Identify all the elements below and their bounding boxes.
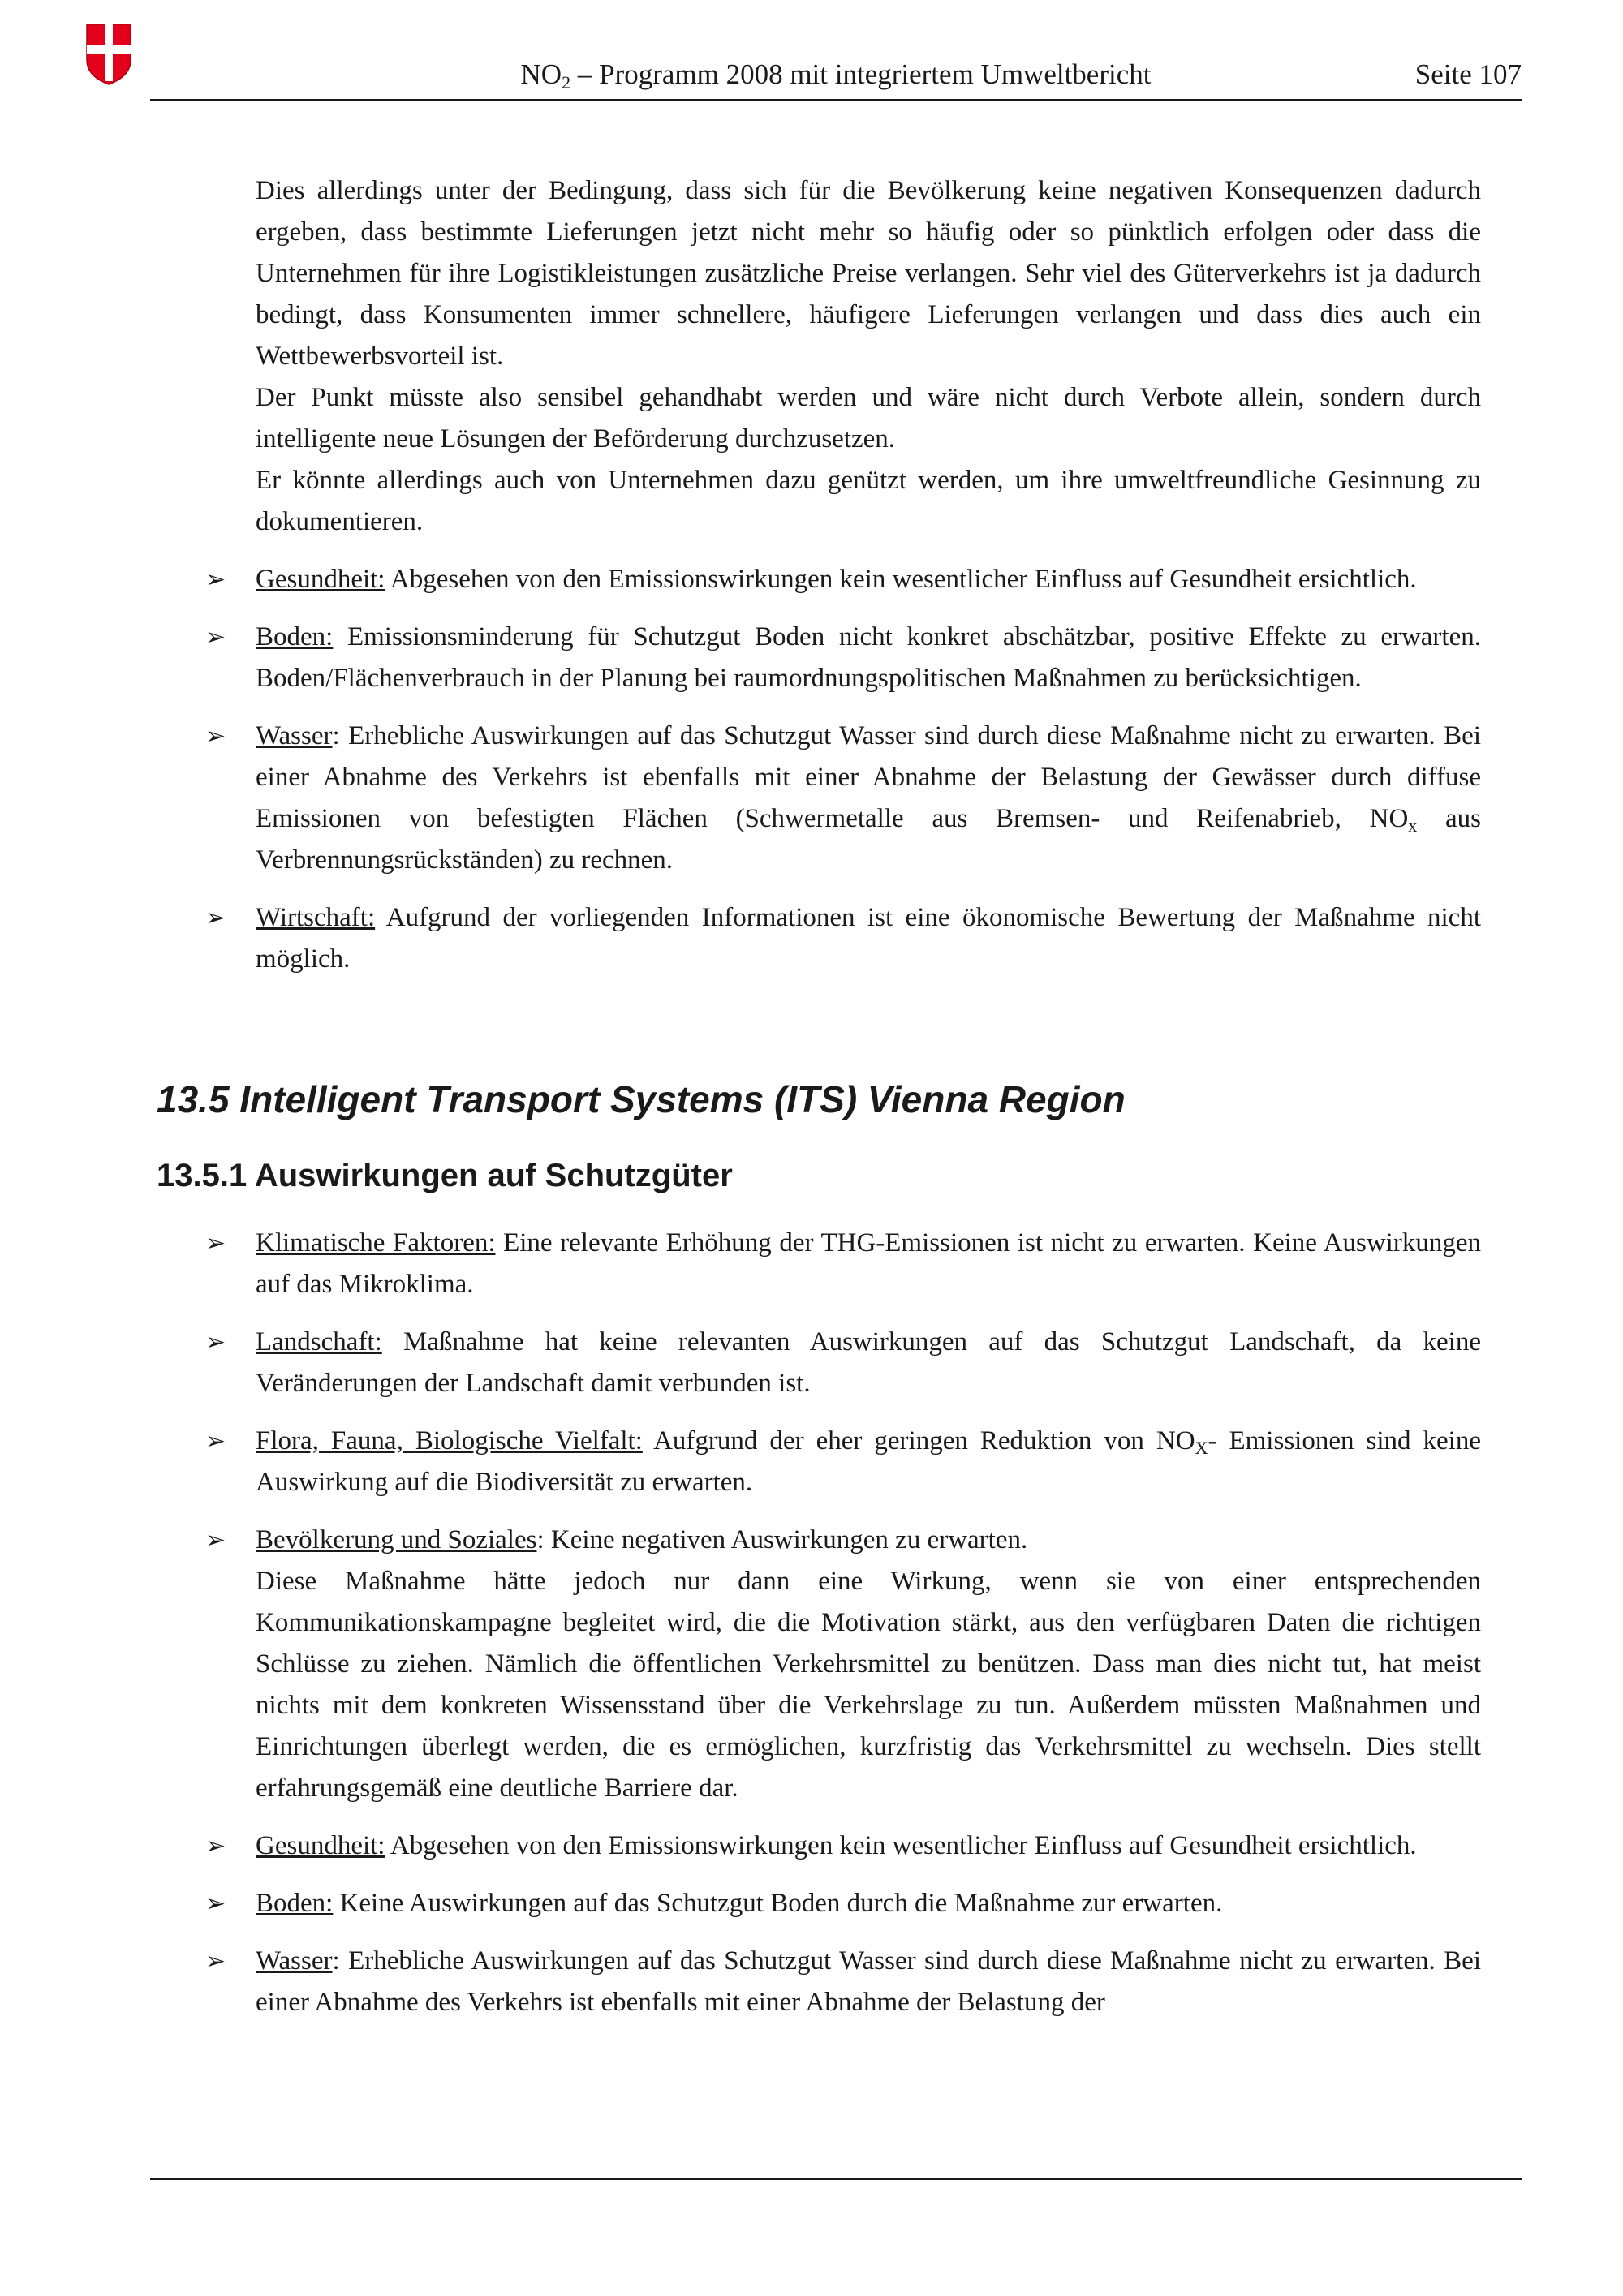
bullet-label: Wirtschaft: (256, 903, 376, 932)
bullet-item (150, 1941, 1481, 2023)
header-title-prefix: NO (520, 58, 562, 90)
bullet-text: Abgesehen von den Emissionswirkungen kein wesentlicher Einfluss auf Gesundheit ersichtlich. (385, 565, 1417, 594)
vienna-coat-of-arms-icon (85, 23, 132, 86)
arrow-bullet-icon: ➢ (205, 1890, 226, 1918)
bullet-subscript: x (1408, 815, 1418, 836)
bullet-text: Eine relevante Erhöhung der THG-Emissionen ist nicht zu erwarten. Keine Auswirkungen auf das Mikroklima. (256, 1228, 1481, 1299)
bullet-label: Boden: (256, 1889, 334, 1918)
arrow-bullet-icon: ➢ (205, 1832, 226, 1860)
header-title-subscript: 2 (562, 72, 571, 92)
bullet-text: Maßnahme hat keine relevanten Auswirkungen auf das Schutzgut Landschaft, da keine Veränderungen der Landschaft damit verbunden ist. (256, 1327, 1481, 1398)
arrow-bullet-icon: ➢ (205, 1526, 226, 1554)
bullet-label: Flora, Fauna, Biologische Vielfalt: (256, 1426, 643, 1455)
bullet-item (150, 1421, 1481, 1503)
header-title (150, 58, 1522, 91)
bullet-label: Gesundheit: (256, 565, 385, 594)
intro-paragraph: Der Punkt müsste also sensibel gehandhabt werden und wäre nicht durch Verbote allein, sondern durch intelligente neue Lösungen der Beförderung durchzusetzen. (256, 383, 1481, 454)
bullet-text: : Erhebliche Auswirkungen auf das Schutzgut Wasser sind durch diese Maßnahme nicht zu erwarten. Bei einer Abnahme des Verkehrs ist ebenfalls mit einer Abnahme der Belastung der Gewässer durch diffuse Emissionen von befestigten Flächen (Schwermetalle aus Bremsen- und Reifenabrieb, NO (256, 721, 1481, 833)
bullet-text: Emissionsminderung für Schutzgut Boden nicht konkret abschätzbar, positive Effekte zu erwarten. Boden/Flächenverbrauch in der Planung bei raumordnungspolitischen Maßnahmen zu berücksichtigen. (256, 622, 1481, 693)
bullet-item (150, 1223, 1481, 1305)
bullet-item (150, 1520, 1481, 1809)
arrow-bullet-icon: ➢ (205, 565, 226, 594)
bullet-text: Abgesehen von den Emissionswirkungen kein wesentlicher Einfluss auf Gesundheit ersichtlich. (385, 1831, 1417, 1860)
arrow-bullet-icon: ➢ (205, 722, 226, 750)
footer-rule (150, 2178, 1522, 2180)
bullet-item (150, 617, 1481, 699)
arrow-bullet-icon: ➢ (205, 1328, 226, 1357)
bullet-text-tail: aus Verbrennungsrückständen) zu rechnen. (256, 804, 1481, 875)
intro-paragraph: Er könnte allerdings auch von Unternehmen dazu genützt werden, um ihre umweltfreundliche Gesinnung zu dokumentieren. (256, 466, 1481, 536)
bullet-label: Landschaft: (256, 1327, 382, 1357)
page-header (150, 49, 1522, 101)
header-title-rest: – Programm 2008 mit integriertem Umweltbericht (570, 58, 1152, 90)
bullet-continuation: Diese Maßnahme hätte jedoch nur dann eine Wirkung, wenn sie von einer entsprechenden Kommunikationskampagne begleitet wird, die die Motivation stärkt, aus den verfügbaren Daten die richtigen Schlüsse zu ziehen. Nämlich die öffentlichen Verkehrsmittel zu benützen. Dass man dies nicht tut, hat meist nichts mit dem konkreten Wissensstand über die Verkehrslage zu tun. Außerdem müssten Maßnahmen und Einrichtungen überlegt werden, die es ermöglichen, kurzfristig das Verkehrsmittel zu wechseln. Dies stellt erfahrungsgemäß eine deutliche Barriere dar. (256, 1567, 1481, 1803)
page-number: Seite 107 (1414, 58, 1522, 90)
bullet-text: : Erhebliche Auswirkungen auf das Schutzgut Wasser sind durch diese Maßnahme nicht zu erwarten. Bei einer Abnahme des Verkehrs ist ebenfalls mit einer Abnahme der Belastung der (256, 1946, 1481, 2017)
intro-paragraphs (150, 170, 1481, 543)
intro-paragraph: Dies allerdings unter der Bedingung, dass sich für die Bevölkerung keine negativen Konsequenzen dadurch ergeben, dass bestimmte Lieferungen jetzt nicht mehr so häufig oder so pünktlich erfolgen oder dass die Unternehmen für ihre Logistikleistungen zusätzliche Preise verlangen. Sehr viel des Güterverkehrs ist ja dadurch bedingt, dass Konsumenten immer schnellere, häufigere Lieferungen verlangen und dass dies auch ein Wettbewerbsvorteil ist. (256, 176, 1481, 371)
bullet-label: Klimatische Faktoren: (256, 1228, 496, 1258)
bullet-item (150, 716, 1481, 881)
bullet-subscript: X (1195, 1438, 1208, 1458)
arrow-bullet-icon: ➢ (205, 623, 226, 651)
bullet-text-tail: - Emissionen sind keine Auswirkung auf die Biodiversität zu erwarten. (256, 1426, 1481, 1497)
bullet-text: Aufgrund der eher geringen Reduktion von NO (642, 1426, 1195, 1455)
bullet-item (150, 1322, 1481, 1404)
bullet-label: Boden: (256, 622, 334, 651)
arrow-bullet-icon: ➢ (205, 1427, 226, 1455)
subsection-heading: 13.5.1 Auswirkungen auf Schutzgüter (157, 1158, 733, 1193)
bullet-text: Keine Auswirkungen auf das Schutzgut Boden durch die Maßnahme zur erwarten. (333, 1889, 1223, 1918)
bullet-list-b (150, 1223, 1481, 2023)
bullet-text: : Keine negativen Auswirkungen zu erwarten. (536, 1525, 1028, 1554)
arrow-bullet-icon: ➢ (205, 1229, 226, 1258)
bullet-label: Gesundheit: (256, 1831, 385, 1860)
bullet-item (150, 559, 1481, 600)
bullet-list-a (150, 559, 1481, 980)
bullet-label: Wasser (256, 721, 333, 750)
bullet-label: Bevölkerung und Soziales (256, 1525, 537, 1554)
bullet-item (150, 1883, 1481, 1924)
bullet-item (150, 897, 1481, 980)
bullet-item (150, 1825, 1481, 1867)
page-content (150, 170, 1481, 2040)
arrow-bullet-icon: ➢ (205, 904, 226, 932)
bullet-text: Aufgrund der vorliegenden Informationen ist eine ökonomische Bewertung der Maßnahme nicht möglich. (256, 903, 1481, 974)
bullet-label: Wasser (256, 1946, 333, 1976)
arrow-bullet-icon: ➢ (205, 1947, 226, 1976)
section-heading: 13.5 Intelligent Transport Systems (ITS) Vienna Region (157, 1078, 1126, 1120)
